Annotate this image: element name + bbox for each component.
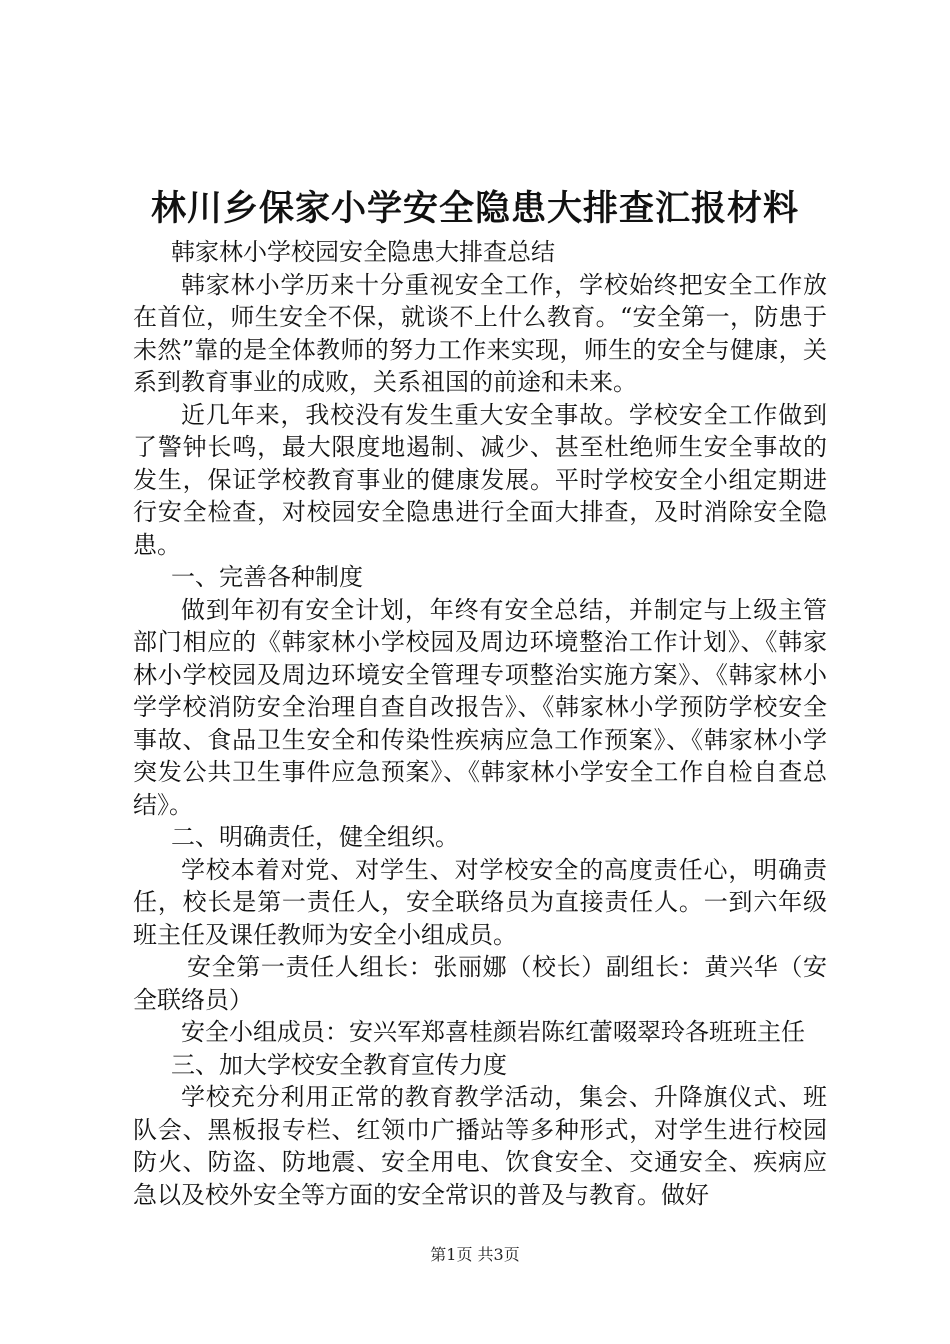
paragraph-education: 学校充分利用正常的教育教学活动，集会、升降旗仪式、班队会、黑板报专栏、红领巾广播站等多种形式，对学生进行校园防火、防盗、防地震、安全用电、饮食安全、交通安全、疾病应急以及校外安全等方面的安全常识的普及与教育。做好 <box>133 1083 827 1209</box>
paragraph-systems: 做到年初有安全计划，年终有安全总结，并制定与上级主管部门相应的《韩家林小学校园及周边环境整治工作计划》、《韩家林小学校园及周边环境安全管理专项整治实施方案》、《韩家林小学学校消防安全治理自查自改报告》、《韩家林小学预防学校安全事故、食品卫生安全和传染性疾病应急工作预案》、《韩家林小学突发公共卫生事件应急预案》、《韩家林小学安全工作自检自查总结》。 <box>133 595 827 819</box>
paragraph-responsibility: 学校本着对党、对学生、对学校安全的高度责任心，明确责任，校长是第一责任人，安全联络员为直接责任人。一到六年级班主任及课任教师为安全小组成员。 <box>133 855 827 949</box>
page-number-footer: 第1页 共3页 <box>430 1245 520 1264</box>
paragraph-intro: 韩家林小学历来十分重视安全工作，学校始终把安全工作放在首位，师生安全不保，就谈不上什么教育。“安全第一，防患于未然”靠的是全体教师的努力工作来实现，师生的安全与健康，关系到教育事业的成败，关系祖国的前途和未来。 <box>133 270 827 396</box>
section-heading-2: 二、明确责任，健全组织。 <box>171 823 459 851</box>
document-title: 林川乡保家小学安全隐患大排查汇报材料 <box>150 189 799 229</box>
paragraph-leaders: 安全第一责任人组长：张丽娜（校长）副组长：黄兴华（安全联络员） <box>133 953 827 1014</box>
paragraph-recent-years: 近几年来，我校没有发生重大安全事故。学校安全工作做到了警钟长鸣，最大限度地遏制、减少、甚至杜绝师生安全事故的发生，保证学校教育事业的健康发展。平时学校安全小组定期进行安全检查，对校园安全隐患进行全面大排查，及时消除安全隐患。 <box>133 400 827 559</box>
paragraph-members: 安全小组成员：安兴军郑喜桂颜岩陈红蕾啜翠玲各班班主任 <box>181 1018 805 1046</box>
section-heading-3: 三、加大学校安全教育宣传力度 <box>171 1050 507 1079</box>
section-heading-1: 一、完善各种制度 <box>171 563 363 591</box>
summary-heading: 韩家林小学校园安全隐患大排查总结 <box>171 238 555 266</box>
document-body <box>133 236 827 1211</box>
